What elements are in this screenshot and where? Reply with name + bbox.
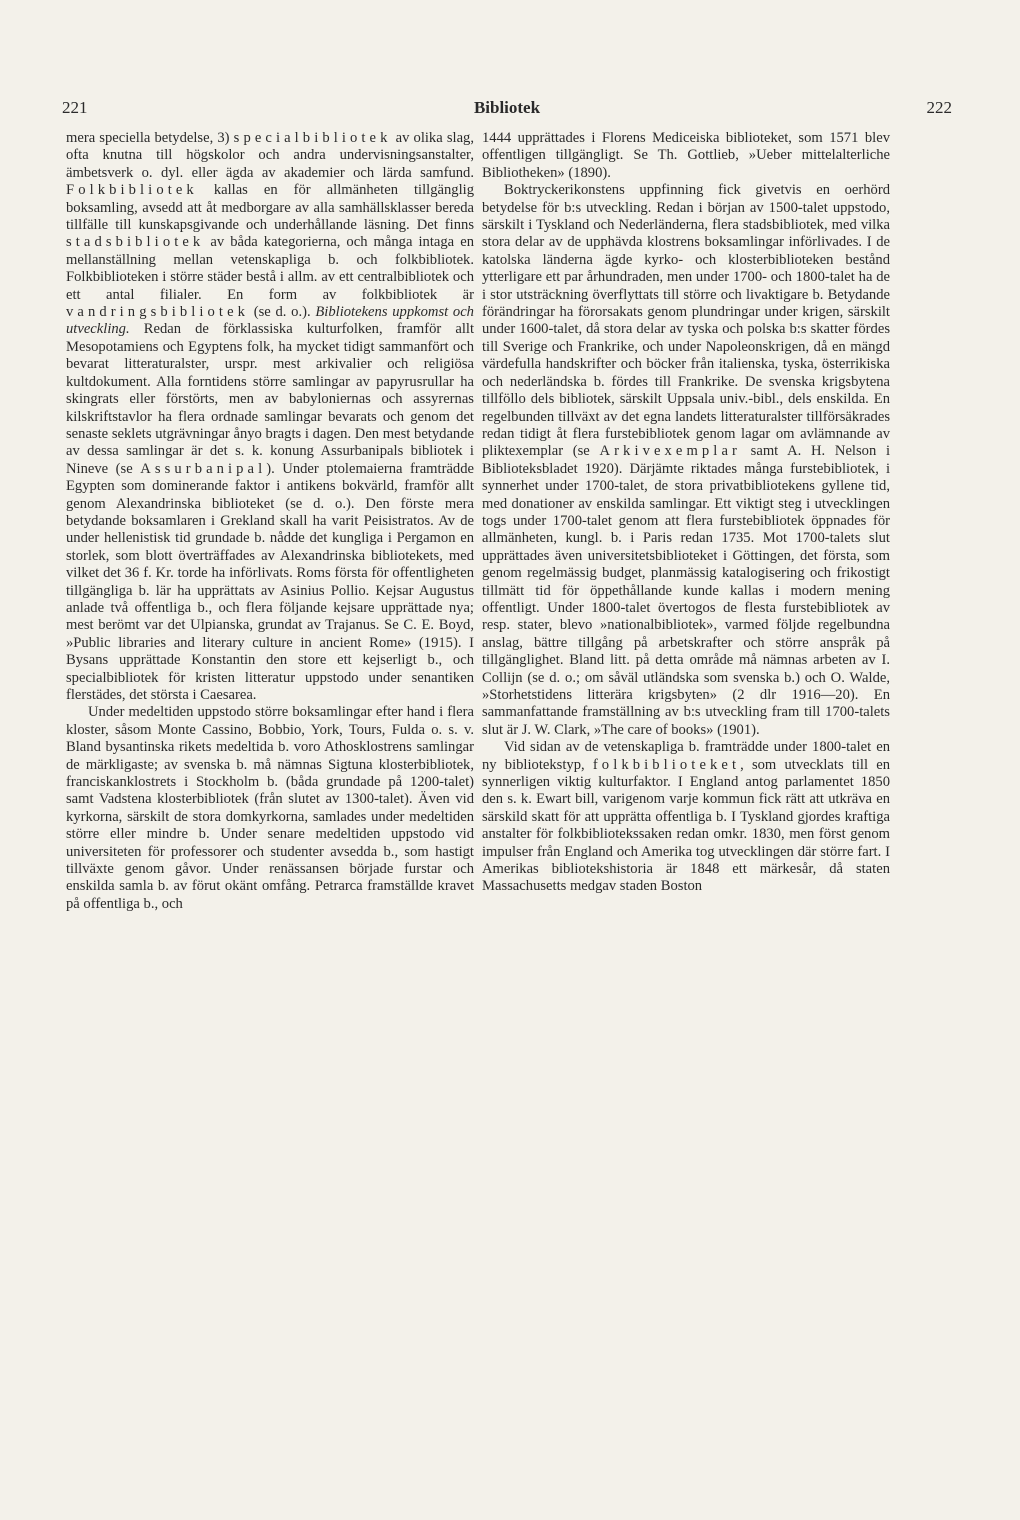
paragraph bbox=[482, 739, 890, 896]
paragraph bbox=[482, 182, 890, 739]
text-run: mera speciella betydelse, 3) bbox=[66, 130, 230, 146]
text-run: Boktryckerikonstens uppfinning fick givetvis en oerhörd betydelse för b:s utveckling. Redan i början av 1500-talet uppstodo, särskilt i Tyskland och Nederländerna, flera stadsbibliotek, med vilka stora delar av de upphävda klostrens boksamlingar införlivades. I de katolska länderna ägde kyrko- och klosterbiblioteken bestånd ytterligare ett par århundraden, men under 1700- och 1800-talet ha de i stor utsträckning överflyttats till större och livaktigare b. Betydande förändringar ha förorsakats genom plundringar under krigen, särskilt under 1600-talet, då stora delar av tyska och polska b:s skatter fördes till Sverige och Frankrike, och under Napoleonskrigen, då en mängd värdefulla handskrifter och böcker från italienska, tyska, österrikiska och nederländska b. fördes till Frankrike. De svenska krigsbytena tillföllo dels bibliotek, särskilt Uppsala univ.-bibl., dels enskilda. En regelbunden tillväxt av det egna landets litteraturalster tillförsäkrades redan tidigt åt flera furstebibliotek genom lagar om avlämnande av pliktexemplar (se bbox=[482, 182, 890, 460]
running-title: Bibliotek bbox=[473, 98, 541, 117]
text-run: ). Under ptolemaierna framträdde Egypten som dominerande faktor i antikens bokvärld, framför allt genom Alexandrinska biblioteket (se d. o.). Den förste mera betydande boksamlaren i Grekland skall ha varit Peisistratos. Av de under hellenistisk tid grundade b. nådde det kungliga i Pergamon en storlek, som blott överträffades av Alexandrinska bibliotekets, med vilket det 36 f. Kr. torde ha införlivats. Roms första för offentligheten tillgängliga b. lär ha upprättats av Asinius Pollio. Kejsar Augustus anlade två offentliga b., och flera följande kejsare upprättade nya; mest berömt var det Ulpianska, grundat av Trajanus. Se C. E. Boyd, »Public libraries and literary culture in ancient Rome» (1915). I Bysans upprättade Konstantin den store ett kejserligt b., och specialbibliotek för kristen litteratur uppstodo under senantiken flerstädes, det största i Caesarea. bbox=[66, 460, 474, 703]
page-header bbox=[62, 98, 952, 122]
left-column bbox=[66, 130, 474, 913]
right-column bbox=[482, 130, 890, 896]
spaced-term: stadsbibliotek bbox=[66, 234, 205, 251]
page-number-right: 222 bbox=[926, 98, 952, 117]
text-run: , som utvecklats till en synnerligen viktig kulturfaktor. I England antog parlamentet 1850 den s. k. Ewart bill, varigenom varje kommun fick rätt att utkräva en särskild skatt för att upprätta offentliga b. I Tyskland gjordes kraftiga anstalter för folkbibliotekssaken redan omkr. 1830, men först genom impulser från England och Amerika tog utvecklingen där större fart. I Amerikas bibliotekshistoria är 1848 ett märkesår, då staten Massachusetts medgav staden Boston bbox=[482, 756, 891, 895]
spaced-term: specialbibliotek bbox=[233, 130, 392, 146]
spaced-term: Folkbibliotek bbox=[66, 182, 198, 199]
text-run: (se d. o.). bbox=[253, 304, 311, 321]
paragraph bbox=[66, 130, 474, 704]
section-heading: Bibliotekens uppkomst och utveckling. bbox=[66, 304, 474, 338]
spaced-term: folkbiblioteket bbox=[592, 756, 741, 773]
page-number-left: 221 bbox=[62, 98, 88, 117]
paragraph: 1444 upprättades i Florens Mediceiska biblioteket, som 1571 blev offentligen tillgängligt. Se Th. Gottlieb, »Ueber mittelalterliche Bibliotheken» (1890). bbox=[482, 130, 890, 181]
spaced-term: Assurbanipal bbox=[140, 460, 267, 477]
text-run: av båda kategorierna, och många intaga en mellanställning mellan vetenskapliga b. och folkbibliotek. Folkbiblioteken i större städer bestå i allm. av ett centralbibliotek och ett antal filialer. En form av folkbibliotek är bbox=[66, 234, 474, 303]
text-run: kallas en för allmänheten tillgänglig boksamling, avsedd att åt medborgare av alla samhällsklasser bereda tillfälle till kunskapsgivande och underhållande läsning. Det finns bbox=[66, 182, 474, 234]
spaced-term: vandringsbibliotek bbox=[66, 304, 250, 321]
text-run: Vid sidan av de vetenskapliga b. framträdde under 1800-talet en ny bibliotekstyp, bbox=[482, 739, 890, 773]
text-run: Redan de förklassiska kulturfolken, framför allt Mesopotamiens och Egyptens folk, ha mycket tidigt sammanfört och bevarat litteraturalster, urspr. mest arkivalier och religiösa kultdokument. Alla forntidens större samlingar av papyrusrullar ha skingrats eller förstörts, men av babyloniernas och assyrernas kilskriftstavlor ha flera ordnade samlingar bevarats och genom det senaste seklets utgrävningar ånyo bragts i dagen. Den mest betydande av dessa samlingar är det s. k. konung Assurbanipals bibliotek i Nineve (se bbox=[66, 321, 474, 477]
text-run: samt A. H. Nelson i Biblioteksbladet 1920). Därjämte riktades många furstebibliotek, i synnerhet under 1700-talet, de stora privatbibliotekens gyllene tid, med donationer av enskilda samlingar. Ett viktigt steg i utvecklingen togs under 1700-talet genom att flera furstebibliotek öppnades för allmänheten, kungl. b. i Paris redan 1735. Mot 1700-talets slut upprättades även universitetsbiblioteket i Göttingen, det första, som genom regelmässig budget, planmässig katalogisering och frikostigt tillmätt tid för öppethållande kunde kallas i modern mening offentligt. Under 1800-talet övertogos de flesta furstebibliotek av resp. stater, blevo »nationalbibliotek», varmed följde regelbundna anslag, bättre tillgång på arbetskrafter och större anspråk på tillgänglighet. Bland litt. på detta område må nämnas arbeten av I. Collijn (se d. o.; om såväl utländska som svenska b.) och O. Walde, »Storhetstidens litterära krigsbyten» (2 dlr 1916—20). En sammanfattande framställning av b:s utveckling fram till 1700-talets slut är J. W. Clark, »The care of books» (1901). bbox=[482, 443, 891, 738]
paragraph: Under medeltiden uppstodo större boksamlingar efter hand i flera kloster, såsom Monte Cassino, Bobbio, York, Tours, Fulda o. s. v. Bland bysantinska rikets medeltida b. voro Athosklostrens samlingar de märkligaste; av svenska b. må nämnas Sigtuna klosterbibliotek, franciskanklostrets i Stockholm b. (båda grundade på 1200-talet) samt Vadstena klosterbibliotek (från slutet av 1300-talet). Även vid kyrkorna, särskilt de stora domkyrkorna, samlades under medeltiden större eller mindre b. Under senare medeltiden uppstodo vid universiteten för professorer och studenter avsedda b., som hastigt tillväxte genom gåvor. Under renässansen började furstar och enskilda samla b. av förut okänt omfång. Petrarca framställde kravet på offentliga b., och bbox=[66, 704, 474, 912]
spaced-term: Arkivexemplar bbox=[599, 443, 741, 460]
text-run: av olika slag, ofta knutna till högskolor och andra undervisningsanstalter, ämbetsverk o. dyl. eller ägda av akademier och lärda samfund. bbox=[66, 130, 474, 181]
